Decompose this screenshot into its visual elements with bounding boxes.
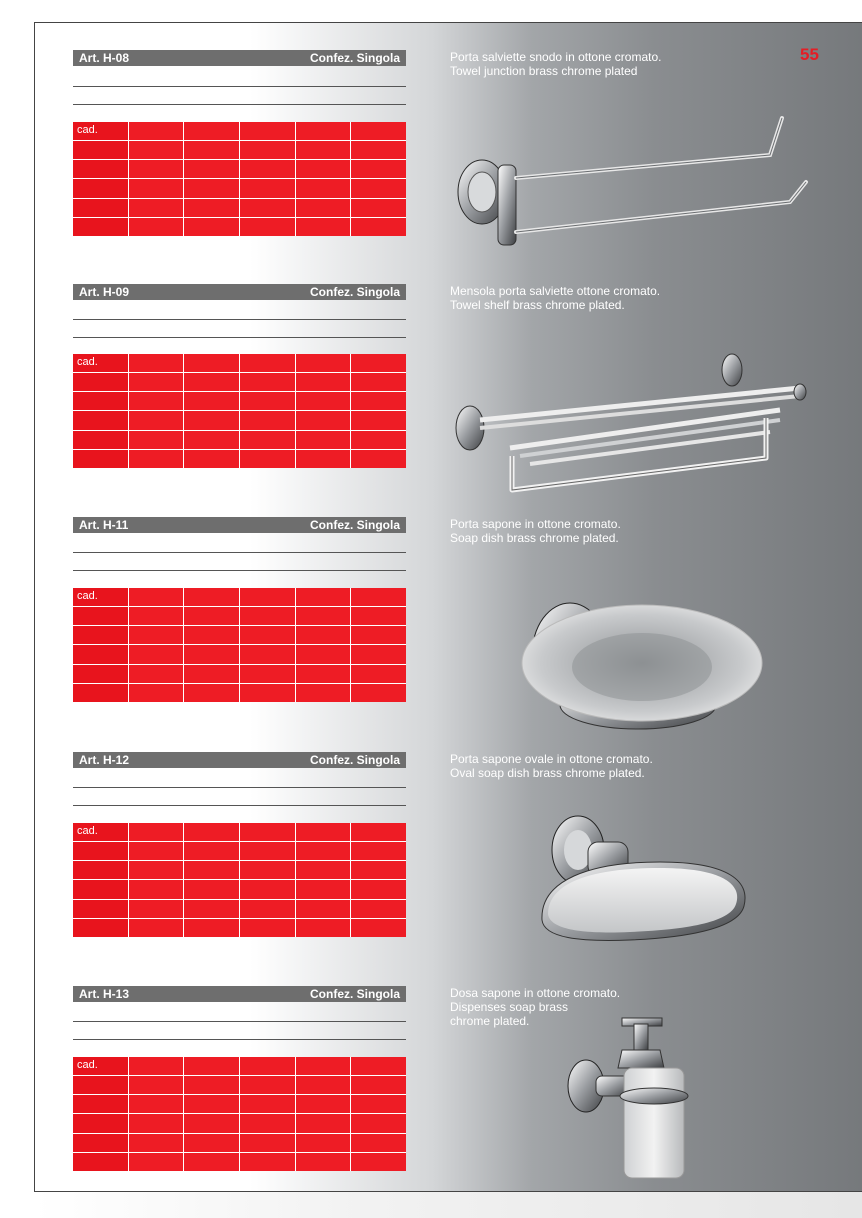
divider-line (73, 570, 406, 571)
product-description (450, 752, 790, 780)
description-italian: Porta salviette snodo in ottone cromato. (450, 50, 662, 64)
divider-line (73, 805, 406, 806)
article-code: Art. H-09 (79, 285, 130, 299)
article-code: Art. H-13 (79, 987, 130, 1001)
article-code: Art. H-11 (79, 518, 129, 532)
description-italian: Porta sapone in ottone cromato. (450, 517, 621, 531)
price-table (73, 823, 406, 937)
product-description (450, 284, 790, 312)
divider-line (73, 787, 406, 788)
price-table (73, 1057, 406, 1171)
product-section-h12 (0, 752, 862, 982)
soap-dish-image (520, 595, 780, 745)
description-english-cont: chrome plated. (450, 1014, 530, 1028)
page-number: 55 (800, 45, 819, 64)
article-header (73, 50, 406, 66)
product-section-h08 (0, 50, 862, 280)
product-description (450, 517, 790, 545)
table-label: cad. (73, 122, 128, 140)
package-type: Confez. Singola (310, 753, 400, 767)
table-label: cad. (73, 1057, 128, 1075)
table-label: cad. (73, 354, 128, 372)
divider-line (73, 319, 406, 320)
oval-soap-dish-image (530, 810, 760, 950)
description-english: Dispenses soap brass (450, 1000, 569, 1014)
article-header (73, 752, 406, 768)
product-section-h11 (0, 517, 862, 747)
table-label: cad. (73, 823, 128, 841)
package-type: Confez. Singola (310, 285, 400, 299)
product-section-h13 (0, 986, 862, 1216)
article-header (73, 986, 406, 1002)
product-description (450, 50, 790, 78)
divider-line (73, 1021, 406, 1022)
towel-shelf-image (450, 348, 820, 498)
package-type: Confez. Singola (310, 987, 400, 1001)
description-english: Towel junction brass chrome plated (450, 64, 638, 78)
price-table (73, 588, 406, 702)
package-type: Confez. Singola (310, 51, 400, 65)
description-italian: Dosa sapone in ottone cromato. (450, 986, 621, 1000)
divider-line (73, 337, 406, 338)
towel-junction-image (450, 110, 820, 250)
soap-dispenser-image (560, 1006, 700, 1188)
description-english: Soap dish brass chrome plated. (450, 531, 619, 545)
article-header (73, 284, 406, 300)
divider-line (73, 104, 406, 105)
divider-line (73, 86, 406, 87)
description-english: Oval soap dish brass chrome plated. (450, 766, 645, 780)
divider-line (73, 1039, 406, 1040)
package-type: Confez. Singola (310, 518, 400, 532)
description-italian: Porta sapone ovale in ottone cromato. (450, 752, 653, 766)
price-table (73, 122, 406, 236)
divider-line (73, 552, 406, 553)
product-section-h09 (0, 284, 862, 514)
description-italian: Mensola porta salviette ottone cromato. (450, 284, 661, 298)
article-code: Art. H-08 (79, 51, 130, 65)
price-table (73, 354, 406, 468)
article-code: Art. H-12 (79, 753, 130, 767)
description-english: Towel shelf brass chrome plated. (450, 298, 625, 312)
table-label: cad. (73, 588, 128, 606)
article-header (73, 517, 406, 533)
